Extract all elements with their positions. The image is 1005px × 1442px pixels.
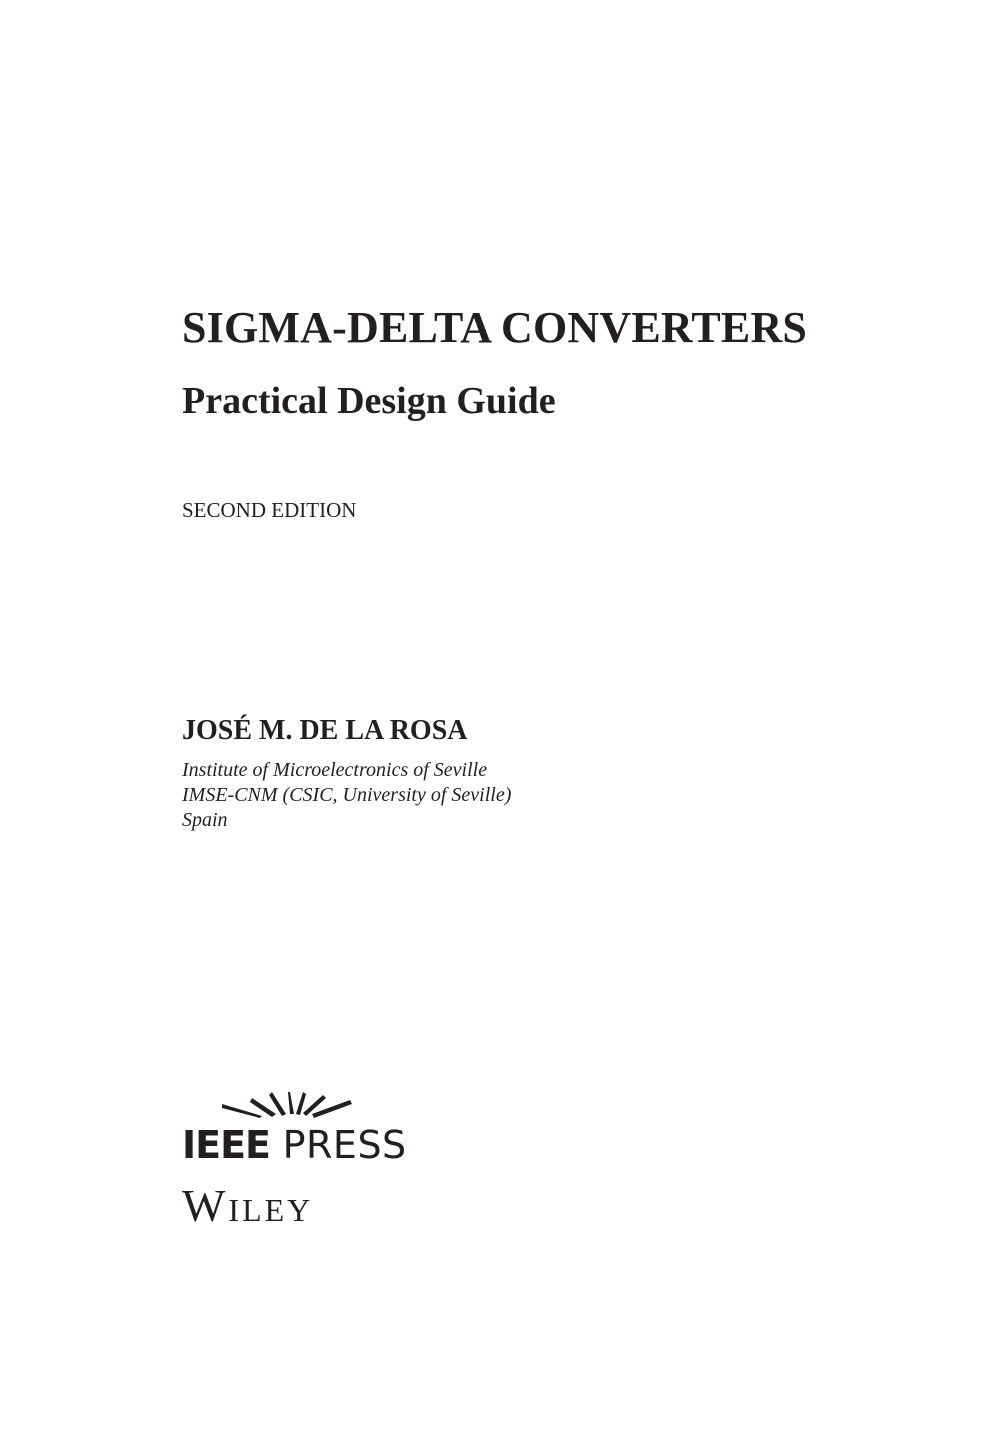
ray-shape <box>296 1092 306 1115</box>
author-name: JOSÉ M. DE LA ROSA <box>182 715 468 746</box>
affiliation-line: Spain <box>182 809 228 831</box>
ieee-press-wordmark <box>182 1122 407 1168</box>
publisher-logos <box>182 1092 422 1242</box>
ieee-press-rays-icon <box>222 1092 354 1118</box>
ray-shape <box>288 1092 294 1114</box>
wiley-wordmark: Wiley <box>182 1180 314 1231</box>
edition-label: SECOND EDITION <box>182 498 357 522</box>
affiliation-line: Institute of Microelectronics of Seville <box>182 759 488 781</box>
book-subtitle: Practical Design Guide <box>182 380 556 422</box>
author-affiliation <box>182 758 511 833</box>
press-word: PRESS <box>282 1123 407 1167</box>
ieee-press-rays-icon <box>222 1092 354 1118</box>
ieee-word: IEEE <box>182 1123 271 1167</box>
book-title: SIGMA-DELTA CONVERTERS <box>182 303 808 352</box>
affiliation-line: IMSE-CNM (CSIC, University of Seville) <box>182 784 512 806</box>
ray-shape <box>222 1104 262 1118</box>
